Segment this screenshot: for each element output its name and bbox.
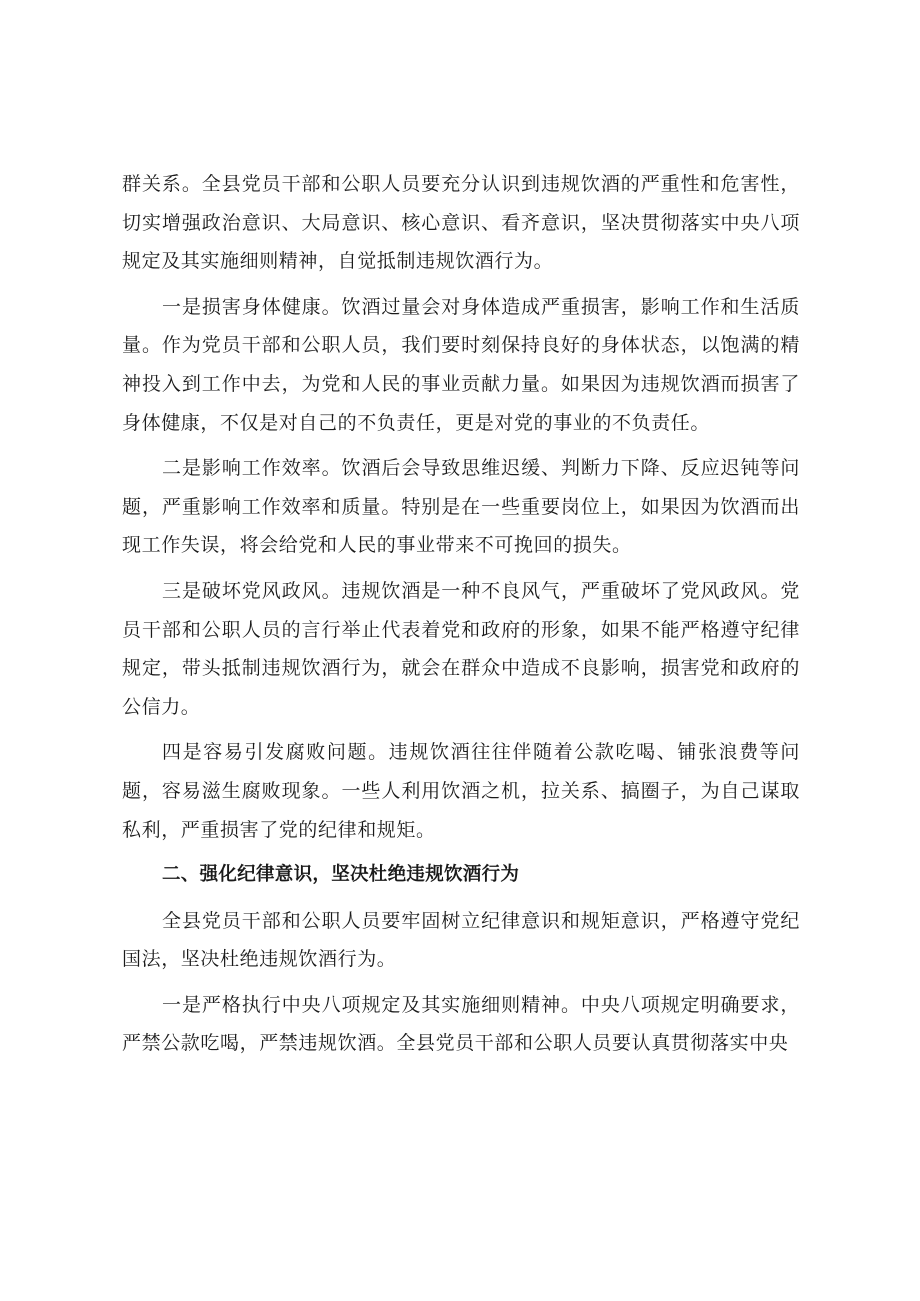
paragraph-party-style: 三是破坏党风政风。违规饮酒是一种不良风气，严重破坏了党风政风。党员干部和公职人员的言行举止代表着党和政府的形象，如果不能严格遵守纪律规定，带头抵制违规饮酒行为，就会在群众中造成不良影响，损害党和政府的公信力。 [122,579,800,718]
paragraph-eight-rules: 一是严格执行中央八项规定及其实施细则精神。中央八项规定明确要求，严禁公款吃喝，严禁违规饮酒。全县党员干部和公职人员要认真贯彻落实中央 [122,993,800,1055]
section-heading: 二、强化纪律意识，坚决杜绝违规饮酒行为 [162,864,520,886]
paragraph-discipline-intro: 全县党员干部和公职人员要牢固树立纪律意识和规矩意识，严格遵守党纪国法，坚决杜绝违规饮酒行为。 [122,909,800,971]
paragraph-efficiency: 二是影响工作效率。饮酒后会导致思维迟缓、判断力下降、反应迟钝等问题，严重影响工作效率和质量。特别是在一些重要岗位上，如果因为饮酒而出现工作失误，将会给党和人民的事业带来不可挽回的损失。 [122,457,800,557]
paragraph-continuation: 群关系。全县党员干部和公职人员要充分认识到违规饮酒的严重性和危害性，切实增强政治意识、大局意识、核心意识、看齐意识，坚决贯彻落实中央八项规定及其实施细则精神，自觉抵制违规饮酒行为。 [122,173,800,273]
paragraph-health: 一是损害身体健康。饮酒过量会对身体造成严重损害，影响工作和生活质量。作为党员干部和公职人员，我们要时刻保持良好的身体状态，以饱满的精神投入到工作中去，为党和人民的事业贡献力量。如果因为违规饮酒而损害了身体健康，不仅是对自己的不负责任，更是对党的事业的不负责任。 [122,295,800,434]
paragraph-corruption: 四是容易引发腐败问题。违规饮酒往往伴随着公款吃喝、铺张浪费等问题，容易滋生腐败现象。一些人利用饮酒之机，拉关系、搞圈子，为自己谋取私利，严重损害了党的纪律和规矩。 [122,741,800,841]
document-page [122,165,800,1070]
